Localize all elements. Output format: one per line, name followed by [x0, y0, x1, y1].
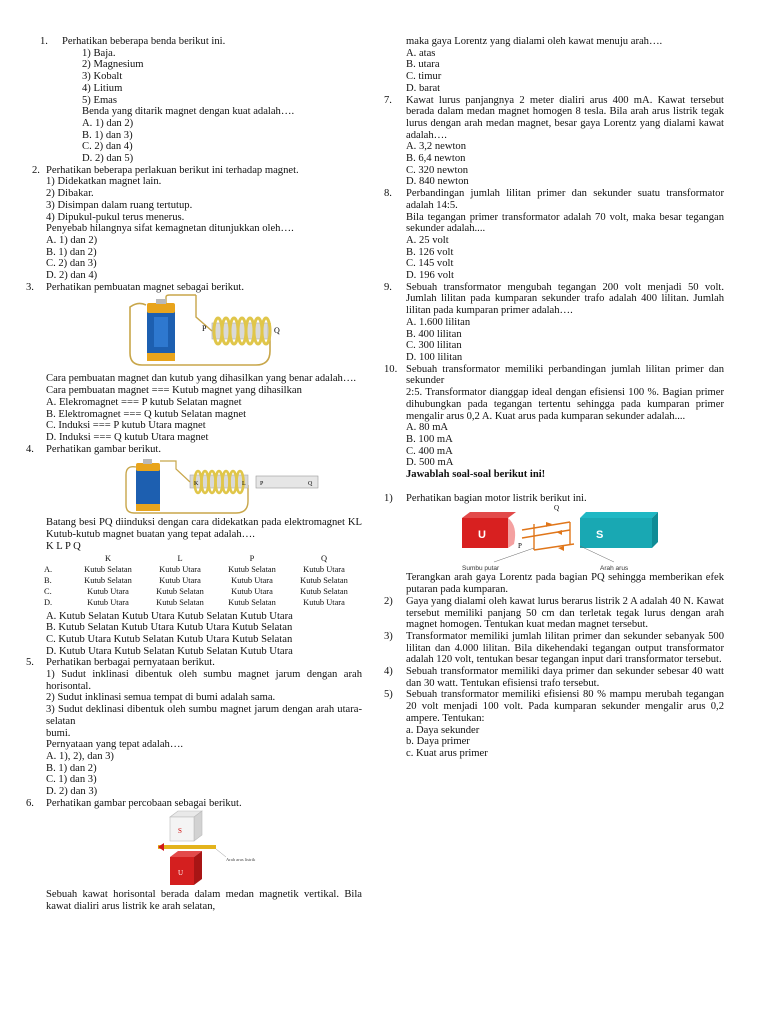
option-d: D. barat	[406, 82, 441, 94]
table-cell: A.	[44, 564, 53, 574]
essay-text: Terangkan arah gaya Lorentz pada bagian PQ sehingga memberikan efek putaran pada kumparan.	[406, 572, 724, 596]
question-5	[26, 657, 362, 797]
table-cell: Kutub Selatan	[228, 564, 276, 574]
question-number: 7.	[384, 94, 392, 106]
table-cell: Kutub Utara	[303, 564, 345, 574]
question-stem-2: Bila tegangan primer transformator adalah 70 volt, maka besar tegangan sekunder adalah....	[406, 211, 724, 235]
current-label: Arah arus	[600, 565, 629, 573]
label-u: U	[478, 529, 486, 542]
option-b: B. 400 lilitan	[406, 328, 462, 340]
essay-text: Transformator memiliki jumlah lilitan primer dan sekunder sebanyak 500 lilitan dan 4.000 lilitan. Bila dikehendaki tegangan output transformator adalah 120 volt, tentukan besar tegangan input dari transformator tersebut.	[406, 630, 724, 666]
option-c: C. Kutub Utara Kutub Selatan Kutub Utara Kutub Selatan	[46, 633, 293, 645]
label-l: L	[242, 481, 246, 488]
list-item: c. Kuat arus primer	[406, 747, 488, 759]
question-text: Penyebab hilangnya sifat kemagnetan ditunjukkan oleh….	[46, 223, 294, 235]
essay-stem: Perhatikan bagian motor listrik berikut ini.	[406, 492, 587, 504]
table-header-cell: L	[177, 553, 183, 563]
table-cell: Kutub Utara	[231, 575, 273, 585]
option-c: C. timur	[406, 71, 442, 83]
list-item: 4) Litium	[82, 82, 123, 94]
arrow-label: Arah arus listrik	[226, 857, 256, 863]
magnet-u-block	[170, 851, 202, 885]
list-item: 4) Dipukul-pukul terus menerus.	[46, 211, 185, 223]
option-b: B. 6,4 newton	[406, 153, 466, 165]
label-s: S	[178, 827, 182, 836]
label-p: P	[202, 324, 207, 334]
list-item: bumi.	[46, 727, 71, 739]
question-10	[384, 364, 724, 481]
question-4	[26, 444, 362, 658]
question-1	[26, 36, 362, 165]
option-b: B. 1) dan 2)	[46, 762, 97, 774]
question-number: 2.	[32, 164, 40, 176]
magnet-s-block	[580, 512, 658, 548]
table-cell: Kutub Selatan	[84, 564, 132, 574]
label-p: P	[518, 542, 522, 551]
question-stem: Perhatikan berbagai pernyataan berikut.	[46, 657, 215, 669]
question-stem: Perhatikan gambar berikut.	[46, 443, 162, 455]
option-c: C. 400 mA	[406, 445, 453, 457]
option-d: D. 2) dan 3)	[46, 786, 98, 798]
table-cell: Kutub Selatan	[300, 575, 348, 585]
table-header-cell: K	[104, 553, 112, 563]
electromagnet-figure	[26, 293, 362, 373]
question-6-continued	[384, 36, 724, 95]
option-a: A. 1.600 lilitan	[406, 316, 471, 328]
list-item: 1) Baja.	[82, 47, 116, 59]
question-stem: Perhatikan gambar percobaan sebagai berikut.	[46, 797, 242, 809]
question-stem: Sebuah transformator memiliki perbandingan jumlah lilitan primer dan sekunder	[406, 363, 724, 387]
option-a: A. 25 volt	[406, 234, 449, 246]
question-text: maka gaya Lorentz yang dialami oleh kawat menuju arah….	[406, 36, 663, 47]
option-a: A. 80 mA	[406, 422, 449, 434]
essay-text: Sebuah transformator memiliki efisiensi 80 % mampu merubah tegangan 20 volt menjadi 100 volt. Pada kumparan sekunder mengalir arus 0,2 ampere. Tentukan:	[406, 689, 724, 724]
option-d: D. 500 mA	[406, 457, 454, 469]
option-d: D. 196 volt	[406, 270, 454, 282]
table-cell: B.	[44, 575, 52, 585]
option-d: D. 2) dan 4)	[46, 270, 98, 282]
option-a: A. 1) dan 2)	[46, 234, 98, 246]
left-column	[26, 36, 362, 913]
list-item: 2) Dibakar.	[46, 188, 94, 200]
table-row	[40, 564, 360, 575]
list-item: 2) Magnesium	[82, 59, 144, 71]
essay-3	[384, 631, 724, 666]
option-c: C. 1) dan 3)	[46, 774, 97, 786]
question-stem-2: 2:5. Transformator dianggap ideal dengan efisiensi 100 %. Bagian primer dihubungkan pada tegangan tertentu sehingga pada kumparan primer mengalir arus 0,2 A. Kuat arus pada kumparan sekunder adalah....	[406, 387, 724, 422]
option-c: C. 2) dan 3)	[46, 258, 97, 270]
question-number: 9.	[384, 281, 392, 293]
option-c: C. 2) dan 4)	[82, 141, 133, 153]
essay-4	[384, 666, 724, 689]
table-row	[40, 597, 360, 608]
question-2	[26, 165, 362, 282]
essay-number: 4)	[384, 666, 393, 678]
option-b: B. 1) dan 2)	[46, 246, 97, 258]
question-text: Cara pembuatan magnet dan kutub yang dihasilkan yang benar adalah….	[46, 373, 357, 385]
question-stem: Perbandingan jumlah lilitan primer dan sekunder suatu transformator adalah 14:5.	[406, 188, 724, 211]
list-item: a. Daya sekunder	[406, 724, 480, 736]
list-item: 1) Sudut inklinasi dibentuk oleh sumbu magnet jarum dengan arah horisontal.	[46, 669, 362, 692]
option-b: B. Elektromagnet === Q kutub Selatan magnet	[46, 408, 247, 420]
essay-2	[384, 596, 724, 631]
question-text: Benda yang ditarik magnet dengan kuat adalah….	[82, 106, 295, 118]
question-number: 3.	[26, 281, 34, 293]
magnet-wire-diagram	[26, 809, 362, 889]
table-cell: Kutub Utara	[87, 597, 129, 607]
option-a: A. 3,2 newton	[406, 141, 467, 153]
essay-1	[384, 493, 724, 505]
question-stem: Perhatikan pembuatan magnet sebagai berikut.	[46, 281, 244, 293]
option-b: B. 126 volt	[406, 246, 454, 258]
table-cell: Kutub Utara	[159, 575, 201, 585]
question-9	[384, 282, 724, 364]
axis-label: Sumbu putar	[462, 565, 500, 573]
option-d: D. 2) dan 5)	[82, 153, 134, 165]
table-row	[40, 586, 360, 597]
option-c: C. 300 lilitan	[406, 340, 462, 352]
battery-coil-bar-diagram	[26, 455, 362, 517]
lorentz-experiment-figure	[26, 809, 362, 889]
question-stem: Kawat lurus panjangnya 2 meter dialiri arus 400 mA. Kawat tersebut berada dalam medan magnet homogen 8 tesla. Bila arah arus listrik tegak lurus dengan arah medan magnet, besar gaya Lorentz yang dialami kawat adalah….	[406, 94, 724, 141]
option-c: C. 320 newton	[406, 164, 469, 176]
table-cell: Kutub Selatan	[228, 597, 276, 607]
list-item: 2) Sudut inklinasi semua tempat di bumi adalah sama.	[46, 692, 276, 704]
essay-number: 1)	[384, 492, 393, 504]
essay-number: 2)	[384, 595, 393, 607]
electric-motor-diagram	[384, 504, 724, 572]
option-b: B. Kutub Selatan Kutub Utara Kutub Utara Kutub Selatan	[46, 622, 293, 634]
label-q: Q	[308, 481, 313, 488]
essay-text: Gaya yang dialami oleh kawat lurus berarus listrik 2 A adalah 40 N. Kawat tersebut memiliki panjang 50 cm dan terletak tegak lurus dengan arah magnet homogen. Tentukan kuat medan magnet tersebut.	[406, 595, 724, 631]
question-6	[26, 798, 362, 913]
label-s: S	[596, 529, 604, 542]
question-7	[384, 95, 724, 189]
list-item: 3) Kobalt	[82, 71, 123, 83]
coil-loop	[522, 522, 574, 550]
option-a: A. Elekromagnet === P kutub Selatan magnet	[46, 396, 242, 408]
induction-figure	[26, 455, 362, 517]
list-item: 3) Disimpan dalam ruang tertutup.	[46, 199, 193, 211]
list-item: 1) Didekatkan magnet lain.	[46, 176, 162, 188]
table-cell: Kutub Utara	[159, 564, 201, 574]
essay-number: 5)	[384, 689, 393, 701]
question-8	[384, 188, 724, 282]
table-cell: D.	[44, 597, 53, 607]
pole-table	[40, 553, 360, 608]
question-stem: Perhatikan beberapa benda berikut ini.	[62, 36, 226, 47]
label-k: K	[194, 481, 199, 488]
table-row	[40, 575, 360, 586]
table-cell: Kutub Selatan	[156, 586, 204, 596]
question-number: 10.	[384, 363, 398, 375]
question-3	[26, 282, 362, 444]
table-cell: Kutub Utara	[87, 586, 129, 596]
question-stem: Sebuah transformator mengubah tegangan 200 volt menjadi 50 volt. Jumlah lilitan pada kumparan sekunder trafo adalah 400 lilitan. Jumlah lilitan pada kumparan primer adalah….	[406, 281, 724, 317]
table-cell: Kutub Utara	[231, 586, 273, 596]
option-b: B. 1) dan 3)	[82, 129, 133, 141]
label-q: Q	[554, 504, 560, 513]
table-header-cell: P	[249, 553, 255, 563]
question-text: Sebuah kawat horisontal berada dalam medan magnetik vertikal. Bila kawat dialiri arus listrik ke arah selatan,	[46, 889, 362, 913]
motor-figure	[384, 504, 724, 572]
option-a: A. 1) dan 2)	[82, 117, 134, 129]
option-d: D. Induksi === Q kutub Utara magnet	[46, 431, 209, 443]
label-u: U	[178, 869, 184, 878]
option-c: C. 145 volt	[406, 258, 454, 270]
essay-5	[384, 689, 724, 759]
option-b: B. 100 mA	[406, 433, 453, 445]
essay-number: 3)	[384, 630, 393, 642]
option-d: D. 840 newton	[406, 176, 469, 188]
question-text: Pernyataan yang tepat adalah….	[46, 739, 184, 751]
label-q: Q	[274, 326, 280, 336]
option-a: A. 1), 2), dan 3)	[46, 750, 114, 762]
option-c: C. Induksi === P kutub Utara magnet	[46, 420, 206, 432]
label-p: P	[260, 481, 264, 488]
question-stem: Perhatikan beberapa perlakuan berikut ini terhadap magnet.	[46, 164, 299, 176]
table-cell: Kutub Selatan	[84, 575, 132, 585]
question-text: Batang besi PQ diinduksi dengan cara didekatkan pada elektromagnet KL Kutub-kutub magnet buatan yang tepat adalah….	[46, 517, 362, 541]
essay-text: Sebuah transformator memiliki daya primer dan sekunder sebesar 40 watt dan 30 watt. Tentukan efisiensi trafo tersebut.	[406, 666, 724, 689]
option-b: B. utara	[406, 59, 440, 71]
option-d: D. 100 lilitan	[406, 351, 463, 363]
table-cell: C.	[44, 586, 52, 596]
question-number: 8.	[384, 188, 392, 200]
table-header-row	[40, 553, 360, 564]
list-item: 3) Sudut deklinasi dibentuk oleh sumbu magnet jarum dengan arah utara-selatan	[46, 704, 362, 727]
table-cell: Kutub Utara	[303, 597, 345, 607]
magnet-s-block	[170, 811, 202, 841]
option-d: D. Kutub Utara Kutub Selatan Kutub Selatan Kutub Utara	[46, 645, 293, 657]
table-header-cell: Q	[320, 553, 328, 563]
option-a: A. Kutub Selatan Kutub Utara Kutub Selatan Kutub Utara	[46, 610, 293, 622]
battery-icon	[147, 299, 175, 361]
option-a: A. atas	[406, 47, 436, 59]
klpq-line: K L P Q	[46, 540, 81, 552]
table-header-text: Cara pembuatan magnet === Kutub magnet yang dihasilkan	[46, 385, 302, 397]
question-number: 4.	[26, 443, 34, 455]
table-cell: Kutub Selatan	[156, 597, 204, 607]
list-item: b. Daya primer	[406, 736, 470, 748]
question-number: 5.	[26, 657, 34, 669]
essay-title: Jawablah soal-soal berikut ini!	[406, 469, 546, 481]
list-item: 5) Emas	[82, 94, 118, 106]
magnet-u-block	[462, 512, 516, 548]
table-cell: Kutub Selatan	[300, 586, 348, 596]
battery-icon	[136, 459, 160, 511]
battery-coil-diagram	[26, 293, 362, 373]
question-number: 6.	[26, 797, 34, 809]
right-column	[384, 36, 724, 760]
question-number: 1.	[40, 36, 48, 47]
